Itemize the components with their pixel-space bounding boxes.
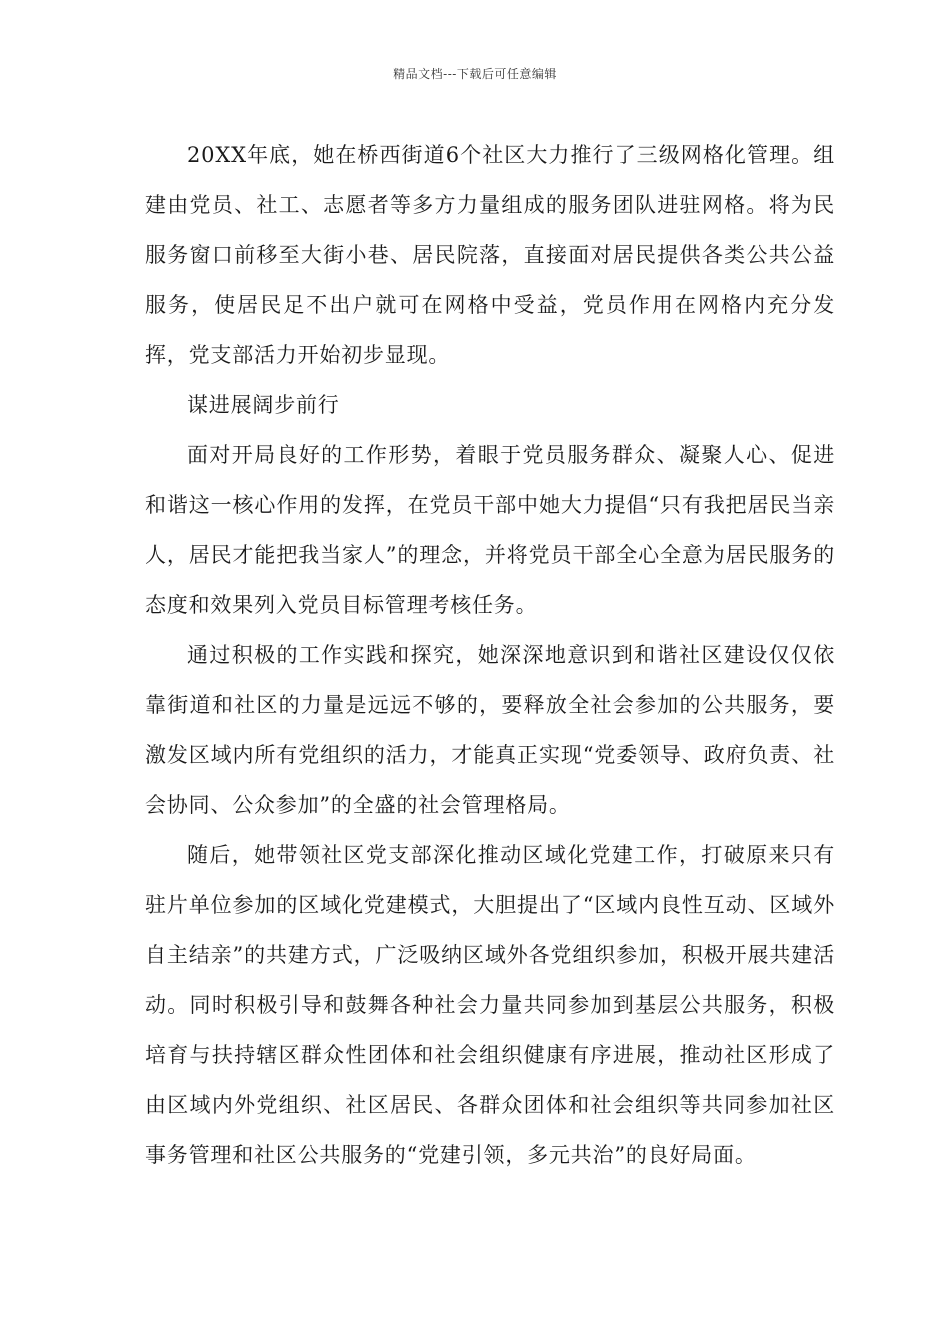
paragraph-practice-exploration: 通过积极的工作实践和探究，她深深地意识到和谐社区建设仅仅依靠街道和社区的力量是远远不够的，要释放全社会参加的公共服务，要激发区域内所有党组织的活力，才能真正实现“党委领导、政府负责、社会协同、公众参加”的全盛的社会管理格局。 <box>145 643 835 817</box>
paragraph-grid-management: 20XX年底，她在桥西街道6个社区大力推行了三级网格化管理。组建由党员、社工、志愿者等多方力量组成的服务团队进驻网格。将为民服务窗口前移至大街小巷、居民院落，直接面对居民提供各类公共公益服务，使居民足不出户就可在网格中受益，党员作用在网格内充分发挥，党支部活力开始初步显现。 <box>145 143 835 367</box>
document-body <box>145 130 835 1180</box>
section-heading: 谋进展阔步前行 <box>187 393 340 417</box>
paragraph-regional-party-building: 随后，她带领社区党支部深化推动区域化党建工作，打破原来只有驻片单位参加的区域化党建模式，大胆提出了“区域内良性互动、区域外自主结亲”的共建方式，广泛吸纳区域外各党组织参加，积极开展共建活动。同时积极引导和鼓舞各种社会力量共同参加到基层公共服务，积极培育与扶持辖区群众性团体和社会组织健康有序进展，推动社区形成了由区域内外党组织、社区居民、各群众团体和社会组织等共同参加社区事务管理和社区公共服务的“党建引领，多元共治”的良好局面。 <box>145 843 835 1167</box>
page-header: 精品文档---下载后可任意编辑 <box>393 67 557 81</box>
paragraph-work-situation: 面对开局良好的工作形势，着眼于党员服务群众、凝聚人心、促进和谐这一核心作用的发挥，在党员干部中她大力提倡“只有我把居民当亲人，居民才能把我当家人”的理念，并将党员干部全心全意为居民服务的态度和效果列入党员目标管理考核任务。 <box>145 443 835 617</box>
